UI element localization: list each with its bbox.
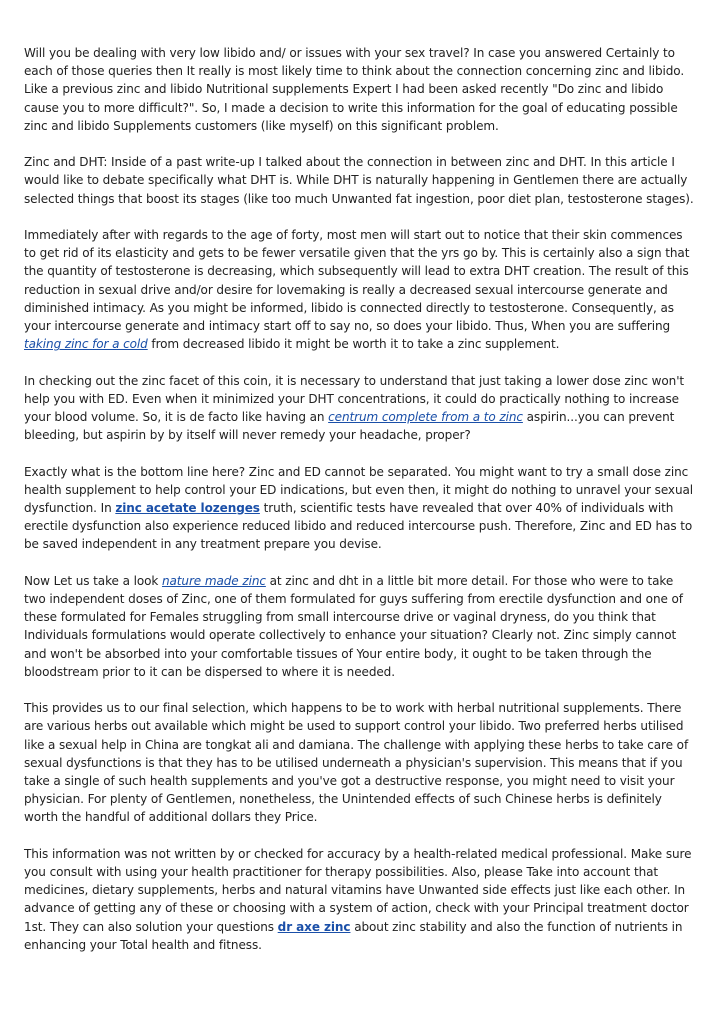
paragraph-7: This provides us to our final selection, which happens to be to work with herbal nutritional supplements. There are various herbs out available which might be used to support control your libido. Two preferred herbs utilised like a sexual help in China are tongkat ali and damiana. The challenge with applying these herbs to take care of sexual dysfunctions is that they has to be utilised underneath a physician's supervision. This means that if you take a single of such health supplements and you've got a destructive response, you might need to visit your physician. For plenty of Gentlemen, nonetheless, the Unintended effects of such Chinese herbs is definitely worth the handful of additional dollars they Price. (24, 701, 689, 825)
paragraph-1: Will you be dealing with very low libido and/ or issues with your sex travel? In case you answered Certainly to each of those queries then It really is most likely time to think about the connection concerning zinc and libido. Like a previous zinc and libido Nutritional supplements Expert I had been asked recently "Do zinc and libido cause you to more difficult?". So, I made a decision to write this information for the goal of educating possible zinc and libido Supplements customers (like myself) on this significant problem. (24, 46, 685, 133)
paragraph-5-text-before: Exactly what is the bottom line here? Zinc and ED cannot be separated. You might want to try a small dose zinc health supplement to help control your ED indications, but even then, it might do nothing to unravel your sexual dysfunction. In (24, 464, 694, 516)
paragraph-2: Zinc and DHT: Inside of a past write-up I talked about the connection in between zinc and DHT. In this article I would like to debate specifically what DHT is. While DHT is naturally happening in Gentlemen there are actually selected things that boost its stages (like too much Unwanted fat ingestion, poor diet plan, testosterone stages). (24, 155, 694, 206)
nature-made-zinc-link[interactable]: nature made zinc (161, 573, 266, 588)
taking-zinc-link[interactable]: taking zinc for a cold (24, 337, 148, 352)
paragraph-3-text-after: from decreased libido it might be worth it to take a zinc supplement. (147, 337, 560, 352)
paragraph-6 (24, 572, 698, 681)
paragraph-3 (24, 226, 698, 353)
paragraph-6-text-after: at zinc and dht in a little bit more detail. For those who were to take two independent doses of Zinc, one of them formulated for guys suffering from erectile dysfunction and one of these formulated for Females struggling from small intercourse drive or vaginal dryness, do you think that Individuals formulations would operate collectively to enhance your situation? Clearly not. Zinc simply cannot and won't be absorbed into your comfortable tissues of Your entire body, it ought to be taken through the bloodstream prior to it can be dispersed to where it is needed. (24, 573, 683, 679)
dr-axe-zinc-link[interactable]: dr axe zinc (277, 919, 351, 934)
paragraph-4 (24, 372, 698, 445)
paragraph-5 (24, 463, 698, 554)
paragraph-6-text-before: Now Let us take a look (24, 573, 162, 588)
paragraph-4-text-before: In checking out the zinc facet of this coin, it is necessary to understand that just taking a lower dose zinc won't help you with ED. Even when it minimized your DHT concentrations, it could do practically nothing to increase your blood volume. So, it is de facto like having an (24, 373, 685, 425)
paragraph-8 (24, 845, 698, 954)
paragraph-4-text-after: aspirin...you can prevent bleeding, but aspirin by by itself will never remedy your headache, proper? (24, 410, 675, 443)
paragraph-8-text-before: This information was not written by or checked for accuracy by a health-related medical professional. Make sure you consult with using your health practitioner for therapy possibilities. Also, please Take into account that medicines, dietary supplements, herbs and natural vitamins have Unwanted side effects just like each other. In advance of getting any of these or choosing with a system of action, check with your Principal treatment doctor 1st. They can also solution your questions (24, 846, 692, 934)
paragraph-8-text-after: about zinc stability and also the function of nutrients in enhancing your Total health and fitness. (24, 919, 683, 952)
paragraph-3-text-before: Immediately after with regards to the age of forty, most men will start out to notice that their skin commences to get rid of its elasticity and gets to be fewer versatile given that the yrs go by. This is certainly also a sign that the quantity of testosterone is decreasing, which subsequently will lead to extra DHT creation. The result of this reduction in sexual drive and/or desire for lovemaking is really a decreased sexual intercourse generate and diminished intimacy. As you might be informed, libido is connected directly to testosterone. Consequently, as your intercourse generate and intimacy start off to say no, so does your libido. Thus, When you are suffering (24, 228, 690, 334)
centrum-complete-link[interactable]: centrum complete from a to zinc (328, 410, 523, 425)
paragraph-5-text-after: truth, scientific tests have revealed that over 40% of individuals with erectile dysfunction also experience reduced libido and reduced intercourse push. Therefore, Zinc and ED has to be saved independent in any treatment prepare you devise. (24, 501, 693, 552)
zinc-acetate-lozenges-link[interactable]: zinc acetate lozenges (115, 501, 260, 516)
